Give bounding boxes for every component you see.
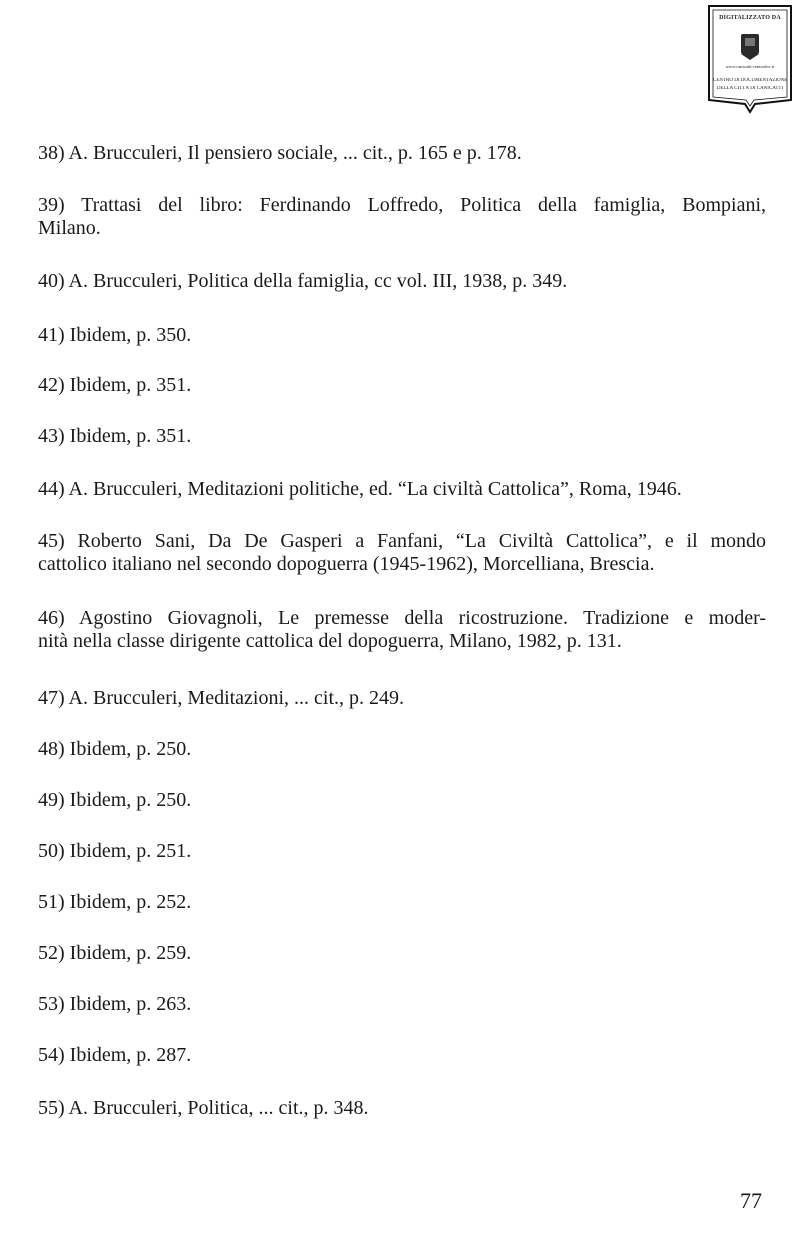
endnote-46 (38, 607, 766, 653)
note-text-line: 55) A. Brucculeri, Politica, ... cit., p. 348. (38, 1097, 369, 1119)
endnote-41 (38, 324, 766, 347)
note-text-line: 42) Ibidem, p. 351. (38, 374, 192, 396)
endnote-42 (38, 374, 766, 397)
stamp-url: www.canicatti-centrodoc.it (725, 64, 775, 69)
note-text-line: 45) Roberto Sani, Da De Gasperi a Fanfani, “La Civiltà Cattolica”, e il mondo (38, 530, 766, 552)
endnote-51 (38, 891, 766, 914)
note-text-line: 52) Ibidem, p. 259. (38, 942, 192, 964)
endnote-45 (38, 530, 766, 576)
endnote-50 (38, 840, 766, 863)
note-text-line: 50) Ibidem, p. 251. (38, 840, 192, 862)
note-text-line: 39) Trattasi del libro: Ferdinando Loffredo, Politica della famiglia, Bompiani, (38, 194, 766, 216)
note-text-line: nità nella classe dirigente cattolica del dopoguerra, Milano, 1982, p. 131. (38, 630, 622, 652)
endnote-47 (38, 687, 766, 710)
endnote-55 (38, 1097, 766, 1120)
note-text-line: 40) A. Brucculeri, Politica della famiglia, cc vol. III, 1938, p. 349. (38, 270, 568, 292)
endnote-44 (38, 478, 766, 501)
endnote-49 (38, 789, 766, 812)
stamp-org-line1: CENTRO DI DOCUMENTAZIONE (713, 78, 787, 83)
note-text-line: cattolico italiano nel secondo dopoguerra (1945-1962), Morcelliana, Brescia. (38, 553, 655, 575)
endnote-48 (38, 738, 766, 761)
endnote-38 (38, 142, 766, 165)
endnote-43 (38, 425, 766, 448)
digitization-stamp (707, 4, 793, 116)
note-text-line: 46) Agostino Giovagnoli, Le premesse della ricostruzione. Tradizione e moder- (38, 607, 766, 629)
endnote-52 (38, 942, 766, 965)
note-text-line: 41) Ibidem, p. 350. (38, 324, 192, 346)
note-text-line: Milano. (38, 217, 101, 239)
note-text-line: 54) Ibidem, p. 287. (38, 1044, 192, 1066)
endnote-53 (38, 993, 766, 1016)
note-text-line: 44) A. Brucculeri, Meditazioni politiche, ed. “La civiltà Cattolica”, Roma, 1946. (38, 478, 682, 500)
stamp-title: DIGITALIZZATO DA (719, 15, 781, 21)
endnote-54 (38, 1044, 766, 1067)
endnote-39 (38, 194, 766, 240)
note-text-line: 43) Ibidem, p. 351. (38, 425, 192, 447)
stamp-org-line2: DELLA CITTÀ DI CANICATTÌ (716, 86, 784, 91)
note-text-line: 47) A. Brucculeri, Meditazioni, ... cit., p. 249. (38, 687, 405, 709)
note-text-line: 38) A. Brucculeri, Il pensiero sociale, ... cit., p. 165 e p. 178. (38, 142, 522, 164)
note-text-line: 51) Ibidem, p. 252. (38, 891, 192, 913)
note-text-line: 53) Ibidem, p. 263. (38, 993, 192, 1015)
endnote-40 (38, 270, 766, 293)
note-text-line: 48) Ibidem, p. 250. (38, 738, 192, 760)
note-text-line: 49) Ibidem, p. 250. (38, 789, 192, 811)
page-number: 77 (740, 1188, 762, 1213)
